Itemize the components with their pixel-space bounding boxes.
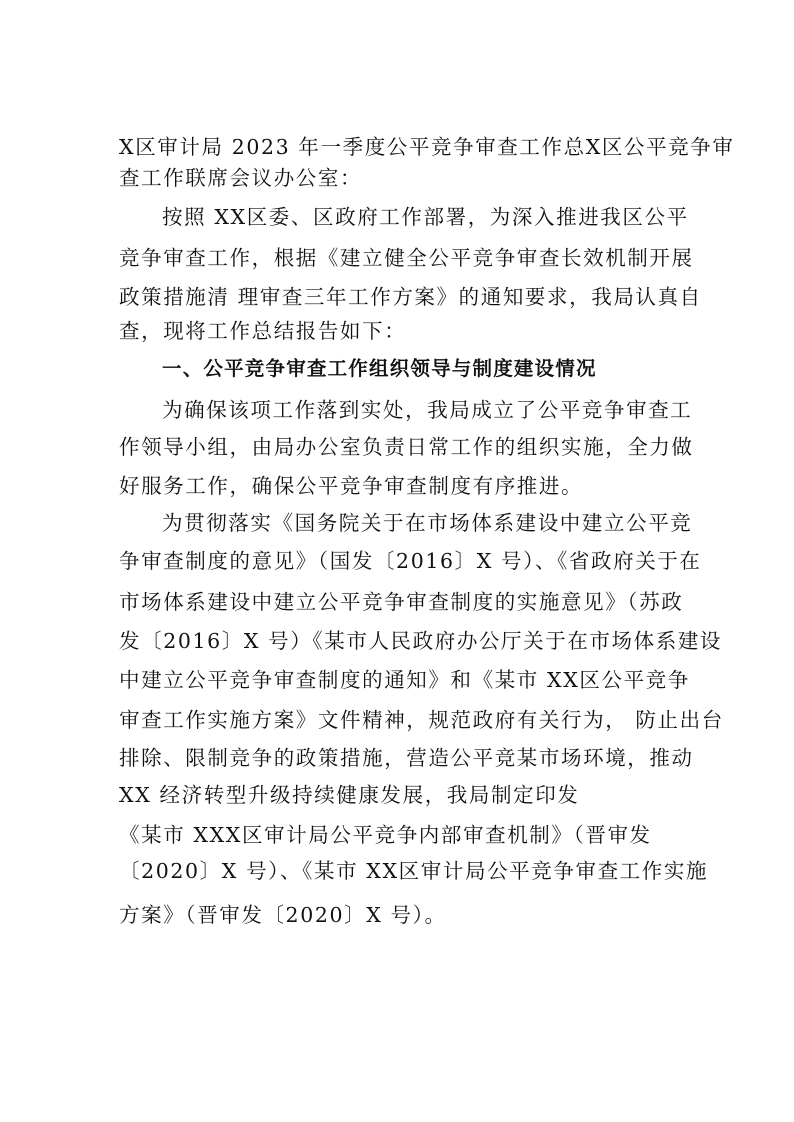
paragraph-3-line-2: 争审查制度的意见》（国发〔2016〕X 号）、《省政府关于在 [119,549,702,573]
paragraph-1-line-2: 竞争审查工作，根据《建立健全公平竞争审查长效机制开展 [119,246,694,270]
report-title-line-1: X区审计局 2023 年一季度公平竞争审查工作总X区公平竞争审 [119,135,735,159]
paragraph-3-line-10: 〔2020〕X 号）、《某市 XX区审计局公平竞争审查工作实施 [119,859,709,883]
paragraph-3-line-3: 市场体系建设中建立公平竞争审查制度的实施意见》（苏政 [119,590,684,614]
paragraph-1-line-4: 查，现将工作总结报告如下： [119,319,407,343]
paragraph-2-line-2: 作领导小组，由局办公室负责日常工作的组织实施，全力做 [119,435,694,459]
paragraph-3-line-9: 《某市 XXX区审计局公平竞争内部审查机制》（晋审发 [119,823,652,847]
paragraph-3-line-7: 排除、限制竞争的政策措施，营造公平竞某市场环境，推动 [119,746,694,770]
paragraph-3-line-4: 发〔2016〕X 号）《某市人民政府办公厅关于在市场体系建设 [119,629,723,653]
paragraph-3-line-8: XX 经济转型升级持续健康发展，我局制定印发 [119,783,580,807]
paragraph-3-line-1: 为贯彻落实《国务院关于在市场体系建设中建立公平竞 [162,511,693,535]
paragraph-3-line-6: 审查工作实施方案》文件精神，规范政府有关行为， 防止出台 [119,708,724,732]
paragraph-1-line-3: 政策措施清 理审查三年工作方案》的通知要求，我局认真自 [119,285,702,309]
paragraph-2-line-3: 好服务工作，确保公平竞争审查制度有序推进。 [119,474,584,498]
paragraph-1-line-1: 按照 XX区委、区政府工作部署，为深入推进我区公平 [162,205,689,229]
section-heading-1: 一、公平竞争审查工作组织领导与制度建设情况 [162,357,597,380]
paragraph-2-line-1: 为确保该项工作落到实处，我局成立了公平竞争审查工 [162,398,693,422]
addressee-line: 查工作联席会议办公室： [119,166,363,190]
paragraph-3-line-11: 方案》（晋审发〔2020〕X 号）。 [119,903,447,927]
paragraph-3-line-5: 中建立公平竞争审查制度的通知》和《某市 XX区公平竞争 [119,668,690,692]
